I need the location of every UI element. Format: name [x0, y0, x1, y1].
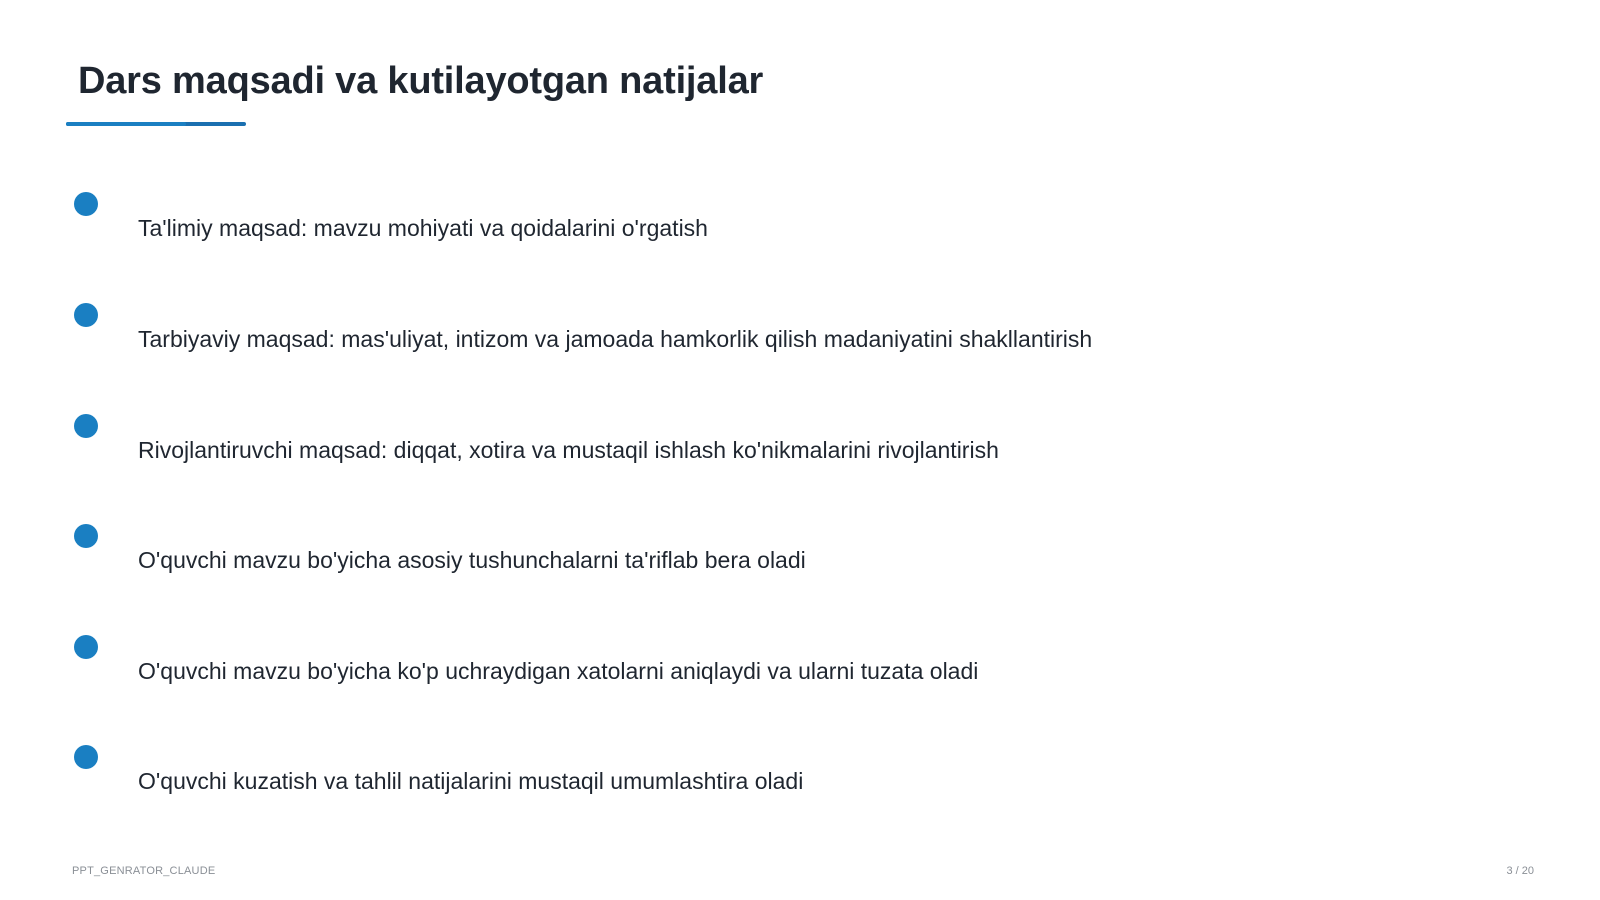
bullet-item-6 [0, 745, 1600, 825]
bullet-dot-icon [74, 635, 98, 659]
bullet-item-4 [0, 524, 1600, 604]
bullet-dot-icon [74, 524, 98, 548]
bullet-item-3 [0, 414, 1600, 494]
bullet-item-text: O'quvchi kuzatish va tahlil natijalarini mustaqil umumlashtira oladi [138, 768, 804, 794]
bullet-item-text: O'quvchi mavzu bo'yicha ko'p uchraydigan xatolarni aniqlaydi va ularni tuzata oladi [138, 658, 979, 684]
bullet-item-text: Rivojlantiruvchi maqsad: diqqat, xotira va mustaqil ishlash ko'nikmalarini rivojlantirish [138, 437, 999, 463]
footer-label: PPT_GENRATOR_CLAUDE [72, 865, 216, 877]
bullet-item-5 [0, 635, 1600, 715]
bullet-dot-icon [74, 414, 98, 438]
bullet-dot-icon [74, 303, 98, 327]
bullet-item-text: Tarbiyaviy maqsad: mas'uliyat, intizom va jamoada hamkorlik qilish madaniyatini shakllantirish [138, 326, 1093, 352]
bullet-item-text: Ta'limiy maqsad: mavzu mohiyati va qoidalarini o'rgatish [138, 215, 708, 241]
bullet-item-text: O'quvchi mavzu bo'yicha asosiy tushunchalarni ta'riflab bera oladi [138, 547, 806, 573]
slide-title: Dars maqsadi va kutilayotgan natijalar [78, 60, 764, 102]
bullet-item-1 [0, 192, 1600, 272]
bullet-dot-icon [74, 745, 98, 769]
bullet-item-2 [0, 303, 1600, 383]
page-indicator: 3 / 20 [1506, 865, 1534, 877]
bullet-dot-icon [74, 192, 98, 216]
